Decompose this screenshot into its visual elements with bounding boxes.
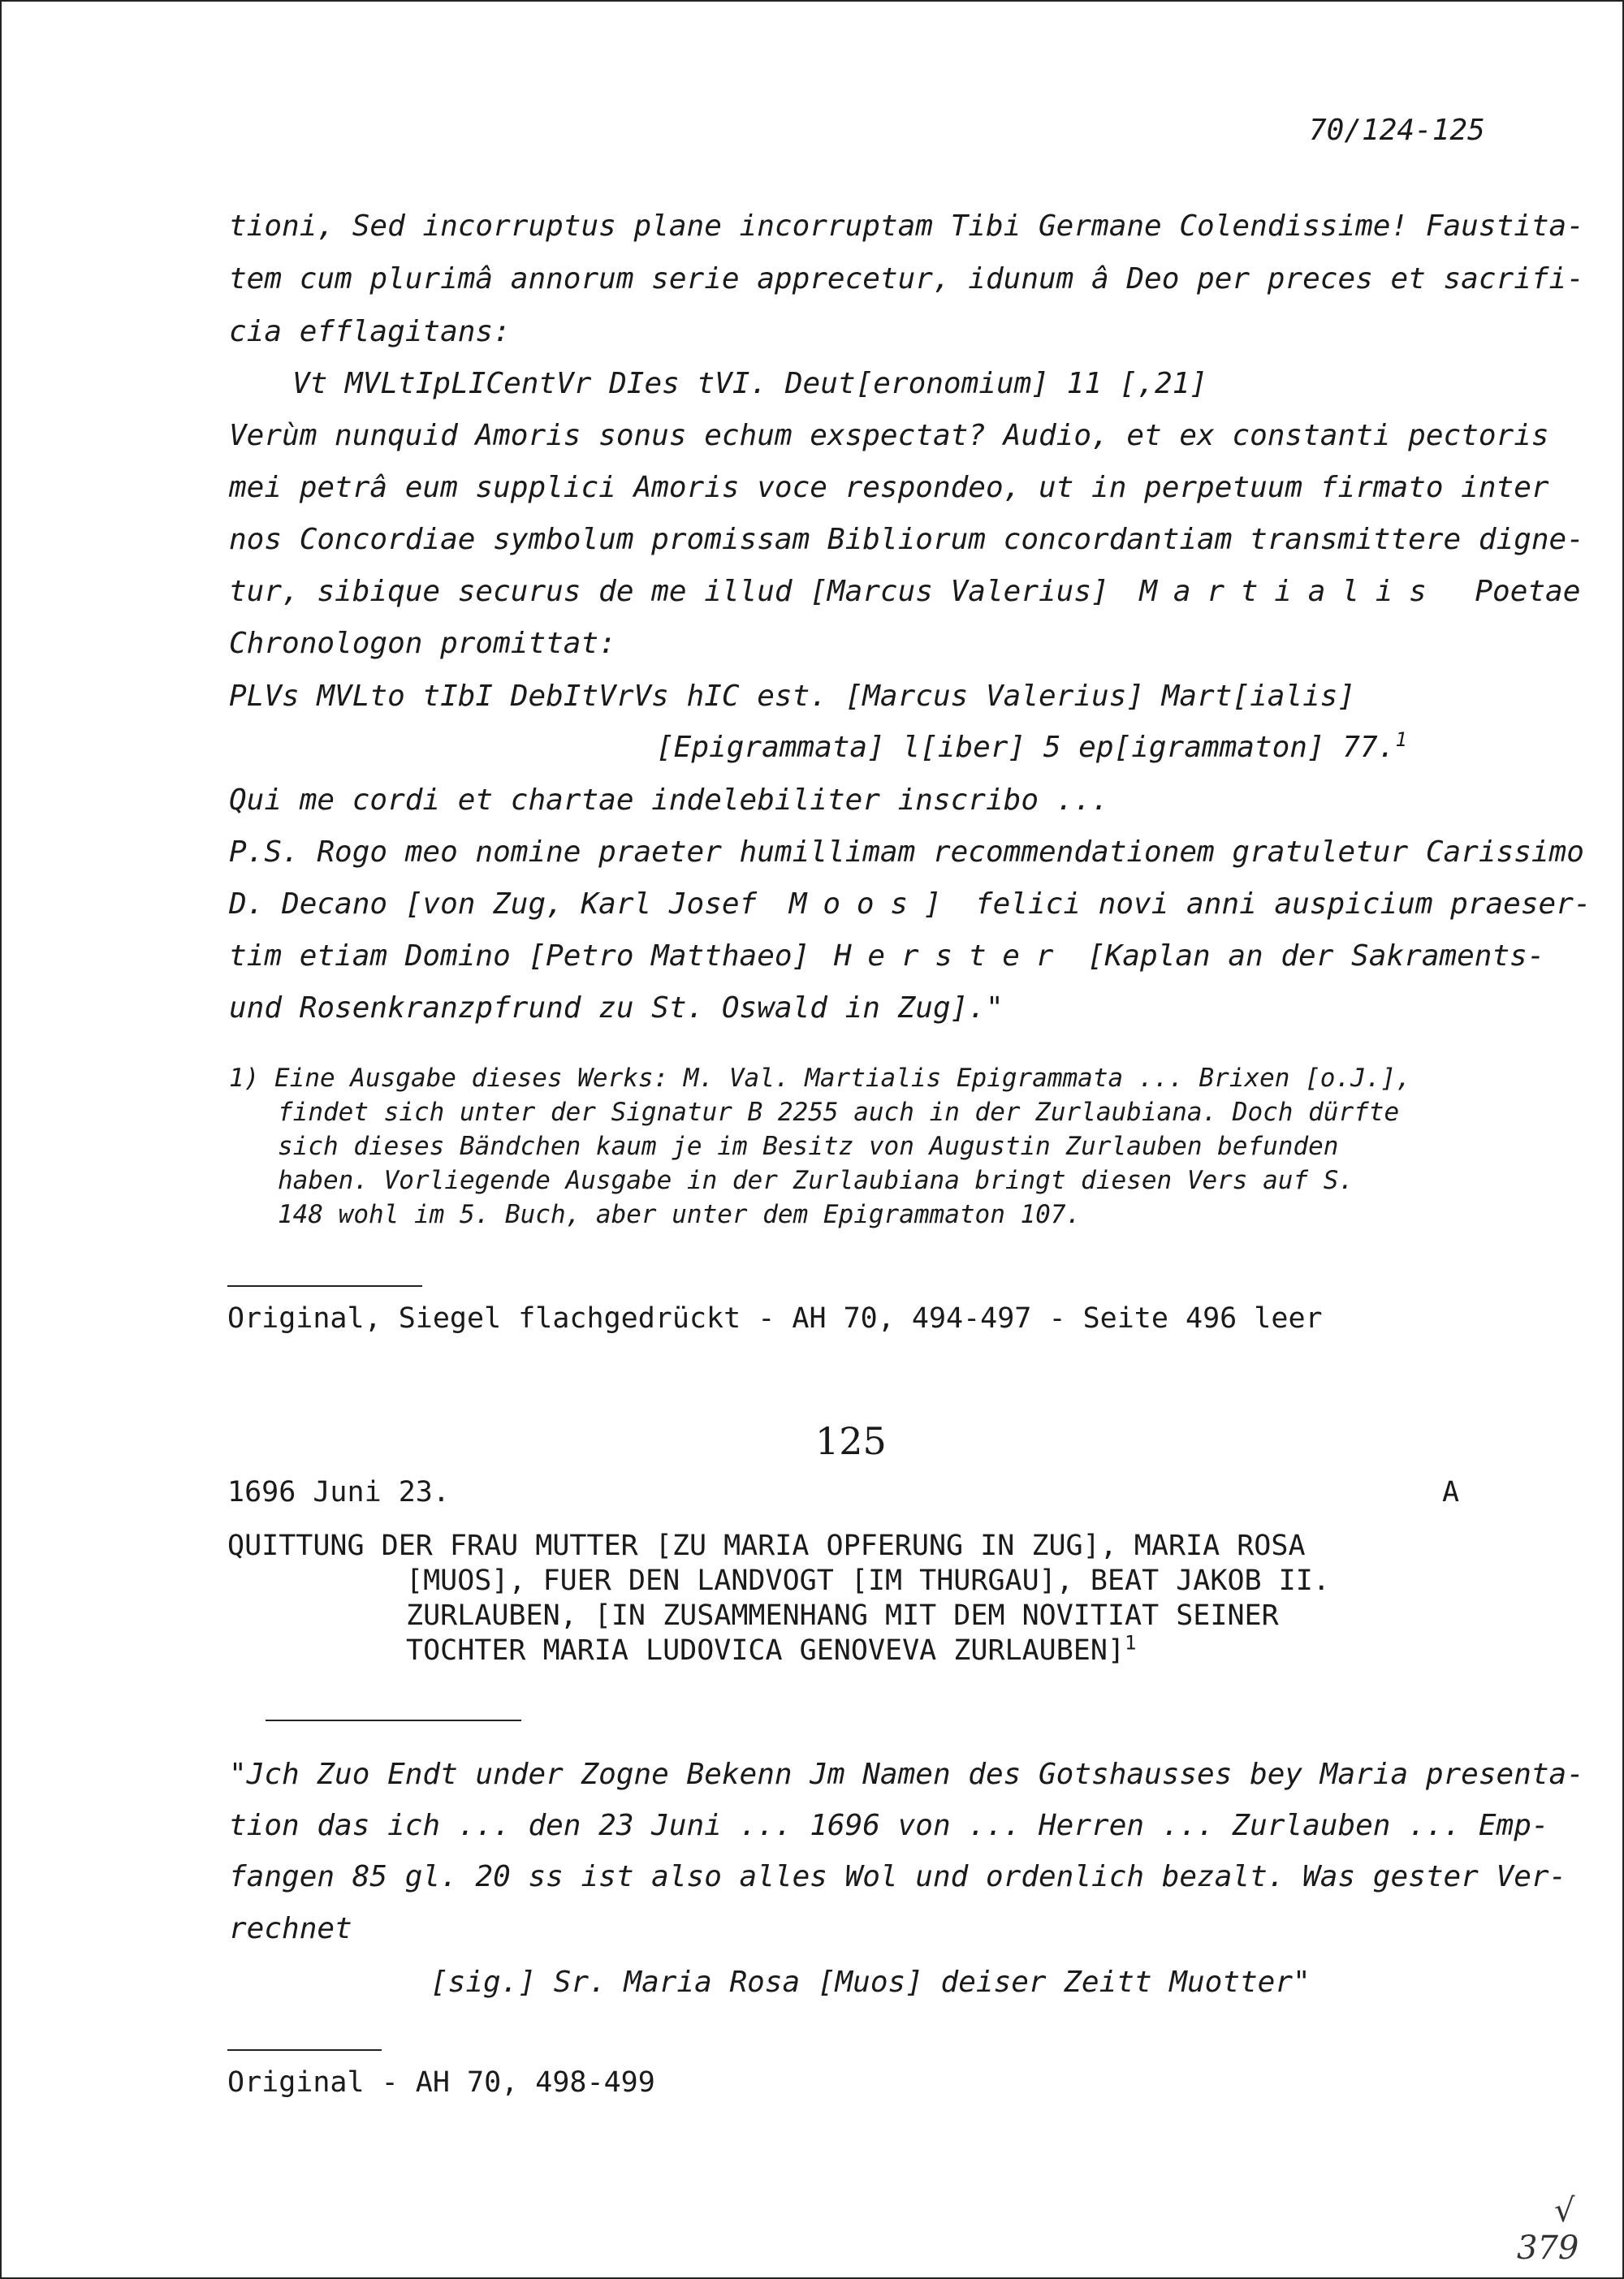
document-title-line: ZURLAUBEN, [IN ZUSAMMENHANG MIT DEM NOVITIAT SEINER (406, 1599, 1279, 1632)
text-segment: felici novi anni auspicium praeser- (974, 887, 1592, 921)
footnote-line: 1) Eine Ausgabe dieses Werks: M. Val. Martialis Epigrammata ... Brixen [o.J.], (229, 1064, 1411, 1093)
footnote-line: 148 wohl im 5. Buch, aber unter dem Epigrammaton 107. (278, 1200, 1082, 1229)
archive-number-handwritten: 379 (1517, 2229, 1579, 2267)
text-line: nos Concordiae symbolum promissam Bibliorum concordantiam transmittere digne- (229, 523, 1584, 556)
chronogram-line: Vt MVLtIpLICentVr DIes tVI. Deut[eronomium] 11 [,21] (292, 367, 1208, 400)
document-number: 125 (815, 1419, 887, 1463)
text-line: rechnet (229, 1912, 352, 1945)
epigram-reference (656, 728, 1407, 764)
text-line: cia efflagitans: (229, 315, 511, 348)
closing-line: Qui me cordi et chartae indelebiliter inscribo ... (229, 783, 1109, 817)
page-reference: 70/124-125 (1309, 114, 1485, 147)
postscript-line: und Rosenkranzpfrund zu St. Oswald in Zug]." (229, 991, 1004, 1025)
spaced-name-martialis: Martialis (1139, 575, 1443, 608)
divider (227, 2049, 382, 2051)
source-reference: Original, Siegel flachgedrückt - AH 70, 494-497 - Seite 496 leer (227, 1302, 1323, 1335)
epigram-reference-text: [Epigrammata] l[iber] 5 ep[igrammaton] 77. (656, 731, 1396, 764)
text-line: tioni, Sed incorruptus plane incorruptam Tibi Germane Colendissime! Faustita- (229, 209, 1584, 243)
text-line: "Jch Zuo Endt under Zogne Bekenn Jm Namen des Gotshausses bey Maria presenta- (229, 1758, 1584, 1791)
text-segment: tur, sibique securus de me illud [Marcus Valerius] (229, 575, 1109, 608)
footnote-line: sich dieses Bändchen kaum je im Besitz von Augustin Zurlauben befunden (278, 1132, 1339, 1161)
spaced-name-herster: Herster (833, 939, 1070, 973)
spaced-name-moos: Moos] (788, 887, 958, 921)
footnote-mark: 1 (1395, 728, 1407, 751)
text-line: Verùm nunquid Amoris sonus echum exspectat? Audio, et ex constanti pectoris (229, 419, 1549, 452)
text-line: fangen 85 gl. 20 ss ist also alles Wol und ordenlich bezalt. Was gester Ver- (229, 1860, 1567, 1893)
text-segment: [Kaplan an der Sakraments- (1086, 939, 1545, 973)
document-marker: A (1442, 1476, 1460, 1509)
footnote-line: findet sich unter der Signatur B 2255 auch in der Zurlaubiana. Doch dürfte (278, 1098, 1400, 1127)
checkmark-handwritten: √ (1554, 2192, 1575, 2229)
document-date: 1696 Juni 23. (227, 1476, 450, 1509)
text-segment: Poetae (1475, 575, 1581, 608)
text-line: tem cum plurimâ annorum serie apprecetur, idunum â Deo per preces et sacrifi- (229, 262, 1584, 296)
text-line: Chronologon promittat: (229, 627, 616, 660)
chronogram-line: PLVs MVLto tIbI DebItVrVs hIC est. [Marcus Valerius] Mart[ialis] (229, 680, 1356, 713)
text-line: mei petrâ eum supplici Amoris voce respondeo, ut in perpetuum firmato inter (229, 471, 1549, 504)
text-line: tion das ich ... den 23 Juni ... 1696 von ... Herren ... Zurlauben ... Emp- (229, 1809, 1549, 1842)
source-reference: Original - AH 70, 498-499 (227, 2066, 655, 2099)
text-segment: D. Decano [von Zug, Karl Josef (229, 887, 758, 921)
text-line (229, 575, 1580, 608)
postscript-line (229, 887, 1592, 921)
footnote-mark: 1 (1125, 1631, 1137, 1655)
footnote-line: haben. Vorliegende Ausgabe in der Zurlaubiana bringt diesen Vers auf S. (278, 1166, 1354, 1195)
divider (266, 1720, 521, 1721)
document-title-line (406, 1631, 1137, 1667)
document-title-line: QUITTUNG DER FRAU MUTTER [ZU MARIA OPFERUNG IN ZUG], MARIA ROSA (227, 1530, 1306, 1562)
text-segment: tim etiam Domino [Petro Matthaeo] (229, 939, 810, 973)
document-title-text: TOCHTER MARIA LUDOVICA GENOVEVA ZURLAUBEN] (406, 1634, 1125, 1667)
postscript-line: P.S. Rogo meo nomine praeter humillimam recommendationem gratuletur Carissimo (229, 835, 1584, 869)
divider (227, 1285, 422, 1287)
signature-line: [sig.] Sr. Maria Rosa [Muos] deiser Zeitt Muotter" (430, 1966, 1311, 1999)
document-title-line: [MUOS], FUER DEN LANDVOGT [IM THURGAU], BEAT JAKOB II. (406, 1565, 1330, 1597)
postscript-line (229, 939, 1544, 973)
